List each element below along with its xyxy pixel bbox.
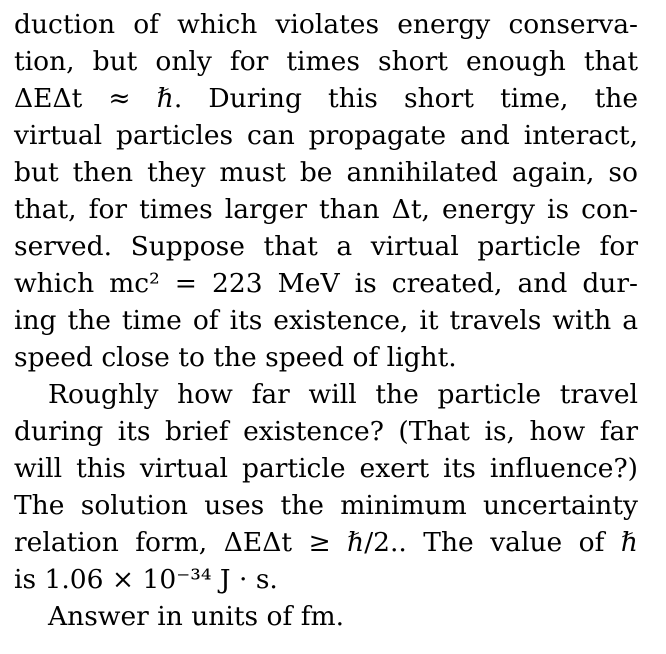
paragraph-context: [14, 6, 638, 376]
text-line: virtual particles can propagate and interact,: [14, 120, 638, 151]
text-line: will this virtual particle exert its influence?): [14, 453, 638, 484]
text-line: is 1.06 × 10⁻³⁴ J · s.: [14, 564, 278, 595]
text-line: that, for times larger than Δt, energy is con-: [14, 194, 638, 225]
text-line: speed close to the speed of light.: [14, 342, 457, 373]
text-line: tion, but only for times short enough that: [14, 46, 638, 77]
text-line: during its brief existence? (That is, how far: [14, 416, 638, 447]
paragraph-question: [14, 376, 638, 598]
text-line: relation form, ΔEΔt ≥ ℏ/2.. The value of ℏ: [14, 527, 638, 558]
text-line: ΔEΔt ≈ ℏ. During this short time, the: [14, 83, 638, 114]
text-line: duction of which violates energy conserva-: [14, 9, 638, 40]
paragraph-answer-units: [14, 598, 638, 635]
text-line: which mc² = 223 MeV is created, and dur-: [14, 268, 638, 299]
text-line: The solution uses the minimum uncertainty: [14, 490, 638, 521]
text-line: but then they must be annihilated again, so: [14, 157, 638, 188]
text-line: served. Suppose that a virtual particle for: [14, 231, 638, 262]
text-line: ing the time of its existence, it travels with a: [14, 305, 638, 336]
answer-units-line: Answer in units of fm.: [48, 601, 345, 632]
problem-text: [14, 6, 638, 635]
text-line: Roughly how far will the particle travel: [48, 379, 638, 410]
